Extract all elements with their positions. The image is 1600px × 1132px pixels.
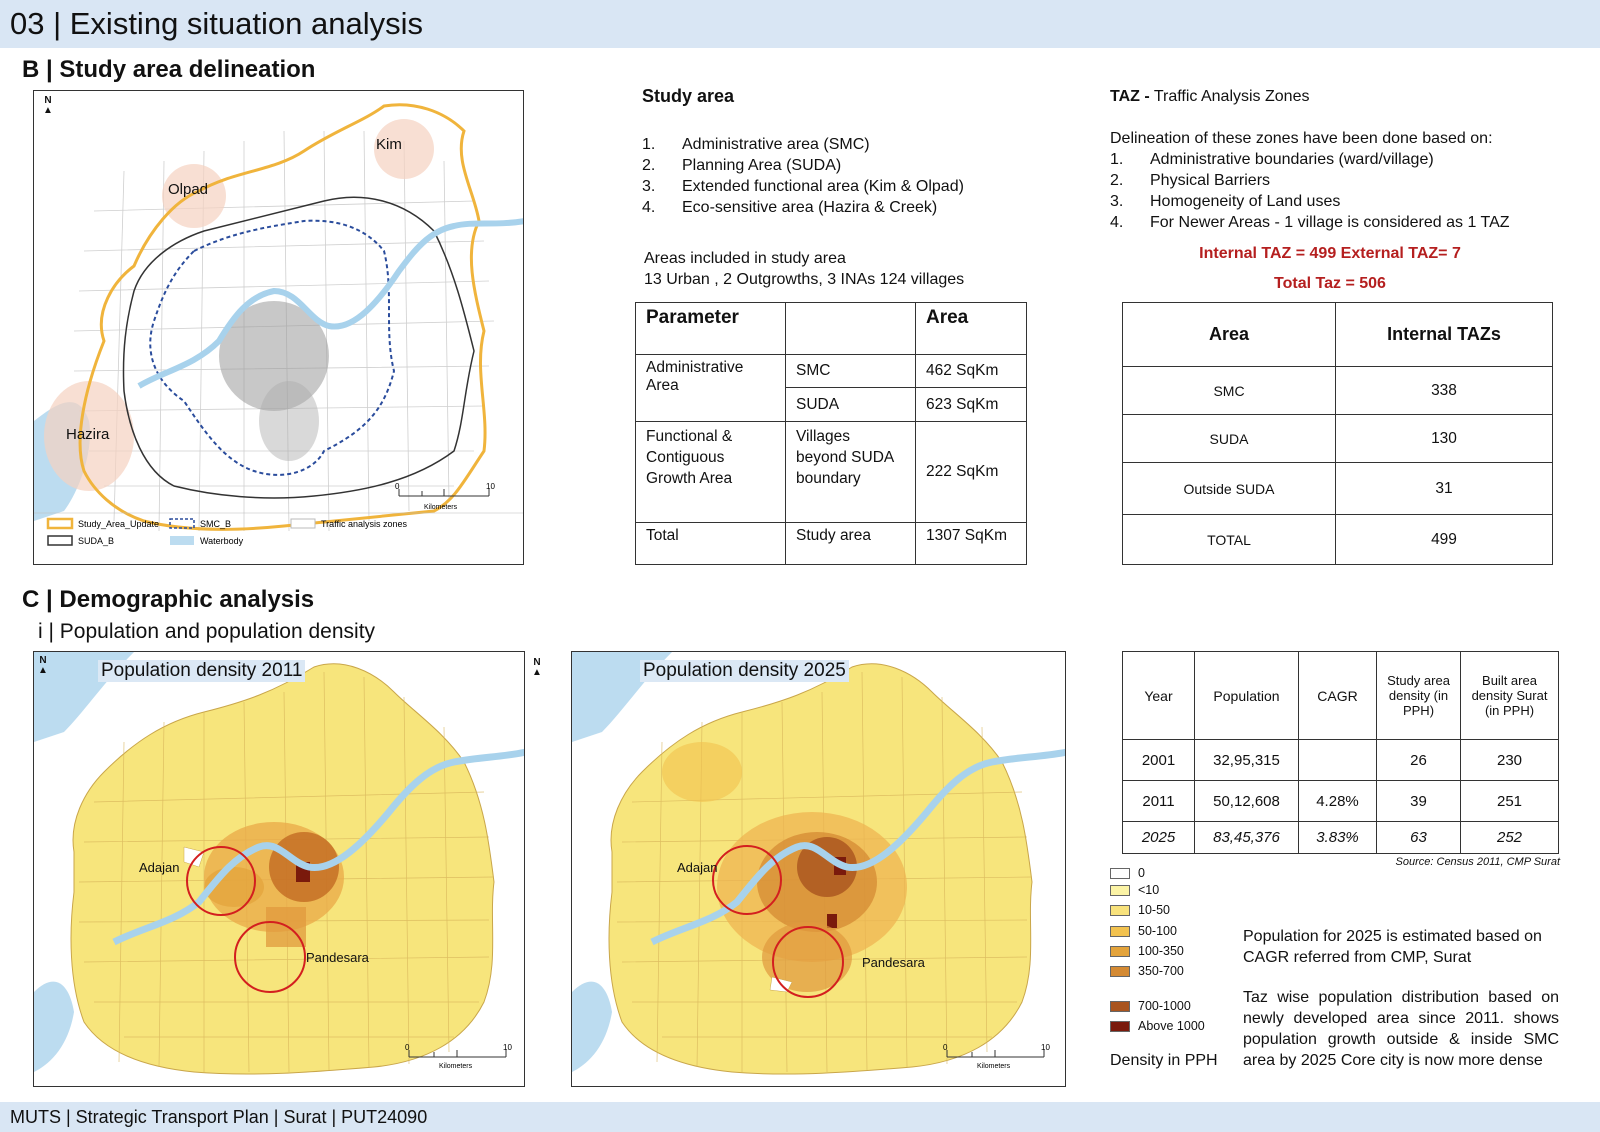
legend-swatch (1110, 885, 1130, 896)
table-cell: 251 (1461, 781, 1559, 822)
table-header (786, 303, 916, 355)
legend-study-area: Study_Area_Update (78, 519, 160, 529)
table-cell (1299, 740, 1377, 781)
list-item: 1. Administrative boundaries (ward/village) (1110, 151, 1434, 168)
table-cell: 1307 SqKm (916, 523, 1027, 565)
scale-bar-unit: Kilometers (424, 504, 458, 511)
legend-item: <10 (1110, 883, 1159, 897)
map-heading-2025: Population density 2025 (640, 660, 849, 682)
legend-swatch (1110, 1021, 1130, 1032)
scale-bar-ten: 10 (1041, 1043, 1050, 1052)
density-map-2011 (33, 651, 525, 1087)
scale-bar-zero: 0 (405, 1043, 410, 1052)
table-cell: SUDA (786, 388, 916, 422)
table-header: Population (1195, 652, 1299, 740)
table-cell: 252 (1461, 822, 1559, 854)
table-cell: Functional & Contiguous Growth Area (636, 422, 786, 523)
header-bar (0, 0, 1600, 48)
table-cell: 338 (1336, 367, 1553, 415)
included-line-1: Areas included in study area (644, 250, 846, 267)
taz-criteria-list (1110, 149, 1590, 233)
note-paragraph-2: Taz wise population distribution based on newly developed area since 2011. shows population growth outside & inside SMC area by 2025 Core city is now more dense (1243, 989, 1559, 1069)
taz-total: Total Taz = 506 (1274, 275, 1386, 292)
legend-item: 10-50 (1110, 903, 1170, 917)
table-cell: 2011 (1123, 781, 1195, 822)
taz-table (1122, 302, 1553, 565)
footer-bar (0, 1102, 1600, 1132)
table-row (1123, 515, 1553, 565)
page-title: 03 | Existing situation analysis (10, 6, 423, 41)
scale-bar-ten: 10 (486, 482, 495, 491)
taz-title: TAZ - Traffic Analysis Zones (1110, 88, 1310, 105)
table-cell: 130 (1336, 415, 1553, 463)
table-cell: 2001 (1123, 740, 1195, 781)
population-table (1122, 651, 1559, 854)
legend-item: 350-700 (1110, 964, 1184, 978)
map-heading-2011: Population density 2011 (98, 660, 305, 682)
legend-swatch (1110, 868, 1130, 879)
scale-bar-unit: Kilometers (439, 1063, 473, 1070)
section-b-title: B | Study area delineation (22, 56, 316, 83)
table-header: Area (916, 303, 1027, 355)
taz-intro: Delineation of these zones have been done based on: (1110, 130, 1493, 147)
table-cell: 462 SqKm (916, 355, 1027, 388)
table-header: Internal TAZs (1336, 303, 1553, 367)
table-row (1123, 415, 1553, 463)
parameter-table (635, 302, 1027, 565)
legend-swatch (1110, 946, 1130, 957)
map-label-adajan: Adajan (677, 860, 718, 875)
list-item: 3. Homogeneity of Land uses (1110, 193, 1341, 210)
north-arrow-icon: N ▲ (43, 95, 53, 116)
map-label-pandesara: Pandesara (862, 955, 925, 970)
table-source: Source: Census 2011, CMP Surat (1395, 856, 1560, 868)
section-c-title: C | Demographic analysis (22, 586, 315, 613)
list-item: 2. Physical Barriers (1110, 172, 1271, 189)
legend-taz: Traffic analysis zones (321, 519, 408, 529)
scale-bar-zero: 0 (395, 482, 400, 491)
list-item: 1. Administrative area (SMC) (642, 136, 870, 153)
study-area-heading: Study area (642, 86, 735, 106)
table-cell: Study area (786, 523, 916, 565)
table-cell: Total (636, 523, 786, 565)
table-row (1123, 822, 1559, 854)
list-item: 4. Eco-sensitive area (Hazira & Creek) (642, 199, 938, 216)
table-cell: 4.28% (1299, 781, 1377, 822)
density-map-2025-graphic (572, 652, 1066, 1087)
taz-internal-external: Internal TAZ = 499 External TAZ= 7 (1199, 245, 1461, 262)
legend-suda: SUDA_B (78, 536, 115, 546)
table-cell: Outside SUDA (1123, 463, 1336, 515)
table-cell: 623 SqKm (916, 388, 1027, 422)
table-header: Year (1123, 652, 1195, 740)
table-cell: 222 SqKm (916, 422, 1027, 523)
table-cell: 31 (1336, 463, 1553, 515)
scale-bar-unit: Kilometers (977, 1063, 1011, 1070)
table-cell: SUDA (1123, 415, 1336, 463)
legend-item: 50-100 (1110, 924, 1177, 938)
included-line-2: 13 Urban , 2 Outgrowths, 3 INAs 124 villages (644, 271, 965, 288)
legend-swatch (1110, 905, 1130, 916)
table-cell: 3.83% (1299, 822, 1377, 854)
table-cell: 83,45,376 (1195, 822, 1299, 854)
study-area-map-graphic (34, 91, 524, 565)
table-row (1123, 781, 1559, 822)
legend-smc: SMC_B (200, 519, 232, 529)
table-row (1123, 740, 1559, 781)
table-cell: 26 (1377, 740, 1461, 781)
legend-item: Above 1000 (1110, 1019, 1205, 1033)
legend-item: 700-1000 (1110, 999, 1191, 1013)
density-map-2025 (571, 651, 1066, 1087)
scale-bar-ten: 10 (503, 1043, 512, 1052)
legend-item: 100-350 (1110, 944, 1184, 958)
north-arrow-icon: N ▲ (38, 655, 48, 676)
table-header: Built area density Surat (in PPH) (1461, 652, 1559, 740)
table-cell: 32,95,315 (1195, 740, 1299, 781)
map-label-adajan: Adajan (139, 860, 180, 875)
table-cell: Villages beyond SUDA boundary (786, 422, 916, 523)
table-cell: 230 (1461, 740, 1559, 781)
table-row (1123, 463, 1553, 515)
density-legend-caption: Density in PPH (1110, 1052, 1218, 1069)
note-paragraph-1: Population for 2025 is estimated based on CAGR referred from CMP, Surat (1243, 928, 1542, 966)
section-c-subtitle: i | Population and population density (38, 620, 376, 643)
table-cell: 63 (1377, 822, 1461, 854)
table-header: CAGR (1299, 652, 1377, 740)
list-item: 4. For Newer Areas - 1 village is considered as 1 TAZ (1110, 214, 1510, 231)
map-label-olpad: Olpad (168, 181, 209, 198)
density-map-2011-graphic (34, 652, 525, 1087)
study-area-list (642, 134, 1042, 218)
table-cell: SMC (786, 355, 916, 388)
legend-swatch (1110, 966, 1130, 977)
table-cell: Administrative Area (636, 355, 786, 422)
list-item: 3. Extended functional area (Kim & Olpad) (642, 178, 964, 195)
map-label-pandesara: Pandesara (306, 950, 369, 965)
table-cell: SMC (1123, 367, 1336, 415)
table-row (1123, 367, 1553, 415)
table-header: Study area density (in PPH) (1377, 652, 1461, 740)
legend-swatch (1110, 1001, 1130, 1012)
table-cell: 39 (1377, 781, 1461, 822)
legend-swatch (1110, 926, 1130, 937)
table-cell: 2025 (1123, 822, 1195, 854)
legend-item: 0 (1110, 866, 1145, 880)
list-item: 2. Planning Area (SUDA) (642, 157, 842, 174)
map-label-kim: Kim (376, 136, 402, 153)
table-cell: TOTAL (1123, 515, 1336, 565)
table-header: Parameter (636, 303, 786, 355)
table-cell: 50,12,608 (1195, 781, 1299, 822)
table-cell: 499 (1336, 515, 1553, 565)
scale-bar-zero: 0 (943, 1043, 948, 1052)
map-label-hazira: Hazira (66, 426, 110, 443)
legend-waterbody: Waterbody (200, 536, 244, 546)
table-header: Area (1123, 303, 1336, 367)
north-arrow-icon: N ▲ (532, 657, 542, 678)
footer-text: MUTS | Strategic Transport Plan | Surat | PUT24090 (10, 1107, 428, 1127)
study-area-map (33, 90, 524, 565)
